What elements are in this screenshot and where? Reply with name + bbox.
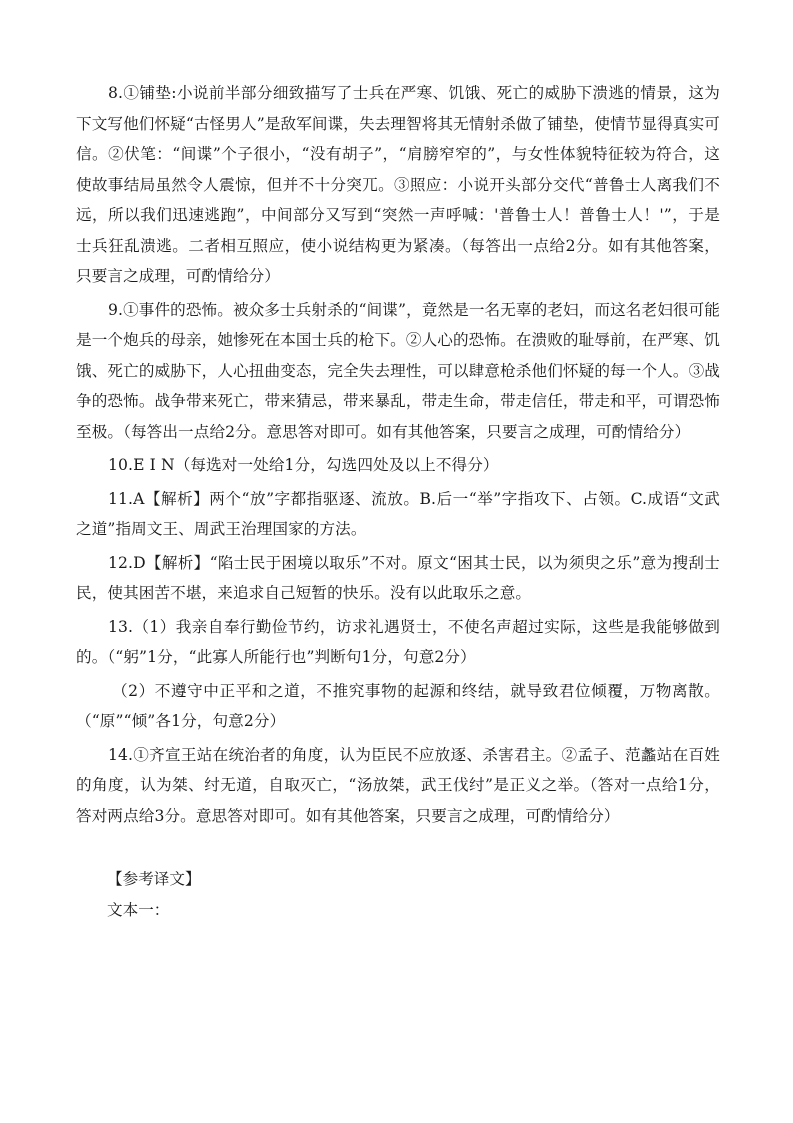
answer-key-content (76, 78, 720, 925)
section-spacer (76, 834, 720, 864)
translation-heading: 【参考译文】 (107, 870, 201, 888)
answer-q14: 14.①齐宣王站在统治者的角度，认为臣民不应放逐、杀害君主。②孟子、范蠡站在百姓的角度，认为桀、纣无道，自取灭亡，“汤放桀，武王伐纣”是正义之举。（答对一点给1分，答对两点给3分。意思答对即可。如有其他答案，只要言之成理，可酌情给分） (76, 745, 720, 825)
answer-q11: 11.A【解析】两个“放”字都指驱逐、流放。B.后一“举”字指攻下、占领。C.成语“文武之道”指周文王、周武王治理国家的方法。 (76, 489, 720, 538)
answer-q8: 8.①铺垫:小说前半部分细致描写了士兵在严寒、饥饿、死亡的威胁下溃逃的情景，这为下文写他们怀疑“古怪男人”是敌军间谍，失去理智将其无情射杀做了铺垫，使情节显得真实可信。②伏笔：“间谍”个子很小，“没有胡子”，“肩膀窄窄的”，与女性体貌特征较为符合，这使故事结局虽然令人震惊，但并不十分突兀。③照应：小说开头部分交代“普鲁士人离我们不远，所以我们迅速逃跑”，中间部分又写到“突然一声呼喊：'普鲁士人！普鲁士人！'”，于是士兵狂乱溃逃。二者相互照应，使小说结构更为紧凑。（每答出一点给2分。如有其他答案，只要言之成理，可酌情给分） (76, 84, 720, 285)
answer-q10: 10.E I N（每选对一处给1分，勾选四处及以上不得分） (108, 456, 499, 474)
answer-q13-part2: （2）不遵守中正平和之道，不推究事物的起源和终结，就导致君位倾覆，万物离散。（“原”“倾”各1分，句意2分） (76, 681, 720, 730)
answer-q12: 12.D【解析】“陷士民于困境以取乐”不对。原文“困其士民，以为须臾之乐”意为搜刮士民，使其困苦不堪，来追求自己短暂的快乐。没有以此取乐之意。 (76, 553, 720, 602)
answer-q9: 9.①事件的恐怖。被众多士兵射杀的“间谍”，竟然是一名无辜的老妇，而这名老妇很可能是一个炮兵的母亲，她惨死在本国士兵的枪下。②人心的恐怖。在溃败的耻辱前，在严寒、饥饿、死亡的威胁下，人心扭曲变态，完全失去理性，可以肆意枪杀他们怀疑的每一个人。③战争的恐怖。战争带来死亡，带来猜忌，带来暴乱，带走生命，带走信任，带走和平，可谓恐怖至极。（每答出一点给2分。意思答对即可。如有其他答案，只要言之成理，可酌情给分） (76, 300, 720, 441)
translation-subheading: 文本一： (107, 900, 170, 919)
answer-q13-part1: 13.（1）我亲自奉行勤俭节约，访求礼遇贤士，不使名声超过实际，这些是我能够做到的。（“躬”1分，“此寡人所能行也”判断句1分，句意2分） (76, 617, 720, 666)
